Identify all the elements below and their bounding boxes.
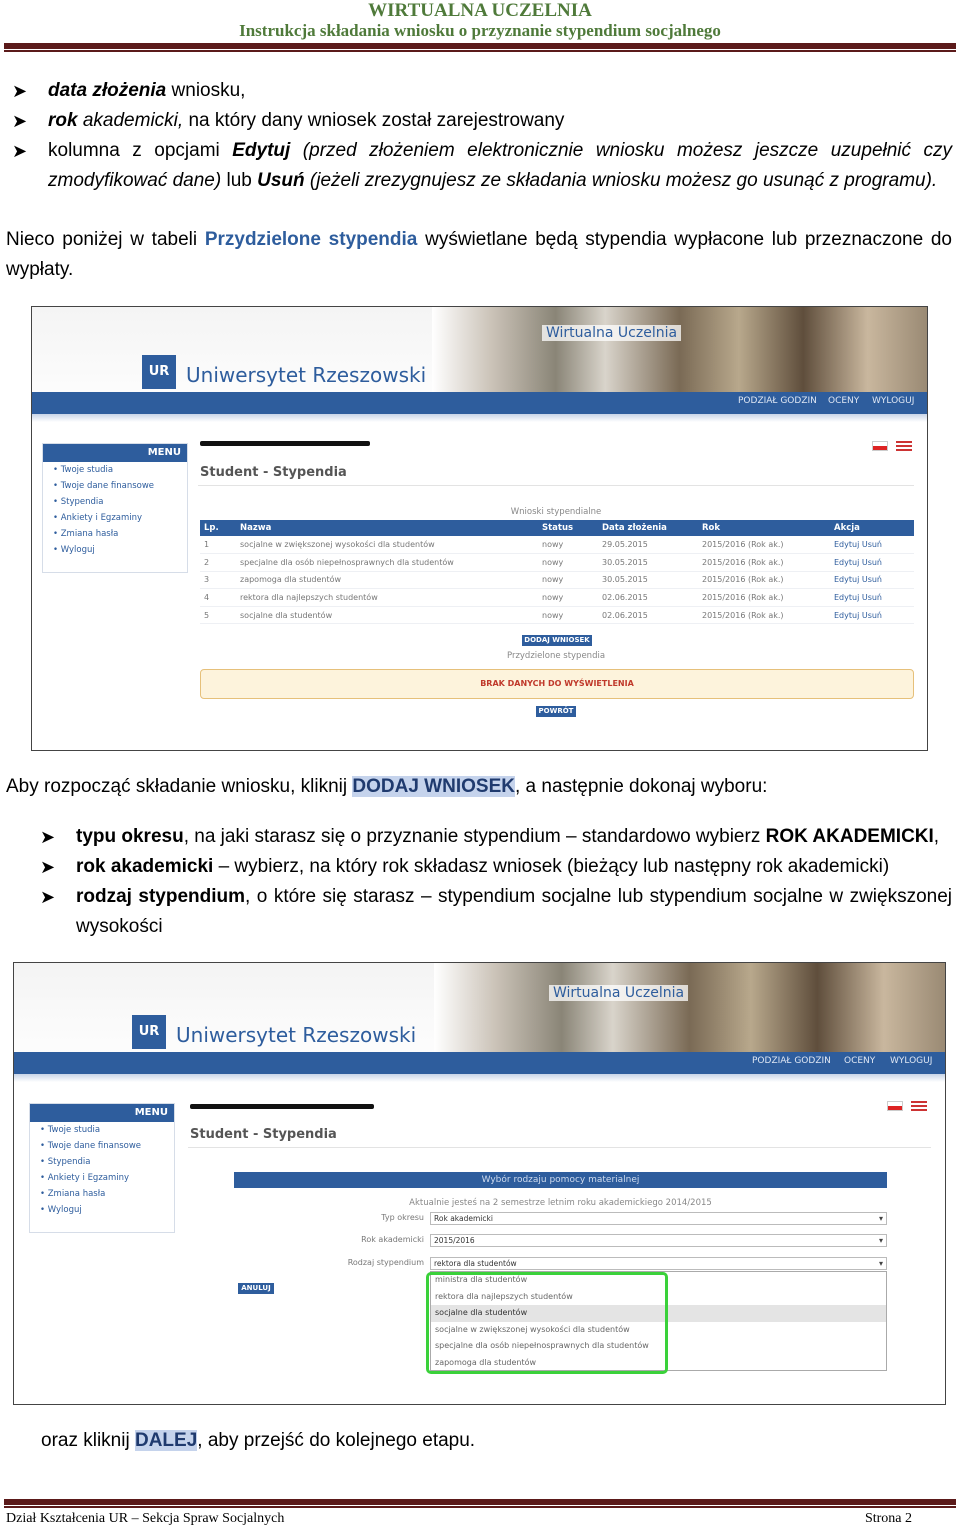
highlight-add-application: DODAJ WNIOSEK (352, 776, 515, 797)
top-nav (14, 1052, 945, 1074)
current-semester-info: Aktualnie jesteś na 2 semestrze letnim roku akademickiego 2014/2015 (409, 1198, 712, 1208)
col-action: Akcja (830, 520, 914, 536)
kind-label: Rodzaj stypendium (347, 1258, 424, 1267)
arrow-bullet-icon: ➤ (40, 857, 56, 877)
table-caption: Wnioski stypendialne (510, 507, 602, 517)
pl-flag-icon[interactable] (887, 1101, 903, 1111)
col-date: Data złożenia (598, 520, 698, 536)
menu-item-finances[interactable]: • Twoje dane finansowe (40, 1141, 142, 1151)
nav-grades[interactable]: OCENY (844, 1056, 876, 1066)
col-status: Status (538, 520, 598, 536)
screenshot-applications-list (31, 306, 928, 751)
top-nav (32, 392, 927, 414)
menu-item-logout[interactable]: • Wyloguj (40, 1205, 82, 1215)
menu-item-surveys[interactable]: • Ankiety i Egzaminy (40, 1173, 130, 1183)
nav-timetable[interactable]: PODZIAŁ GODZIN (752, 1056, 831, 1066)
page-number: Strona 2 (864, 1511, 912, 1526)
page-header (0, 0, 960, 42)
assigned-paragraph: Nieco poniżej w tabeli Przydzielone stypendia wyświetlane będą stypendia wypłacone lub przeznaczone do wypłaty. (6, 229, 953, 280)
side-menu (42, 443, 188, 573)
redacted-name (190, 1104, 374, 1109)
option-allowance[interactable]: zapomoga dla studentów (435, 1357, 537, 1367)
option-minister[interactable]: ministra dla studentów (435, 1275, 528, 1284)
edit-delete-links[interactable]: Edytuj Usuń (830, 536, 914, 554)
menu-item-surveys[interactable]: • Ankiety i Egzaminy (53, 513, 143, 523)
col-lp: Lp. (200, 520, 236, 536)
edit-delete-links[interactable]: Edytuj Usuń (830, 589, 914, 607)
bullet-kind: ➤ rodzaj stypendium, o które się starasz – stypendium socjalne lub stypendium socjalne w zwiększonej wysokości (40, 882, 952, 942)
pl-flag-icon[interactable] (872, 441, 888, 451)
table-row: 3 zapomoga dla studentów nowy 30.05.2015 2015/2016 (Rok ak.) Edytuj Usuń (200, 571, 914, 589)
nav-timetable[interactable]: PODZIAŁ GODZIN (738, 396, 817, 406)
edit-delete-links[interactable]: Edytuj Usuń (830, 554, 914, 572)
title-divider (198, 485, 914, 486)
arrow-bullet-icon: ➤ (12, 81, 28, 101)
bullet-options-column: ➤ kolumna z opcjami Edytuj (przed złożeniem elektronicznie wniosku możesz jeszcze uzupełnić czy zmodyfikować dane) lub Usuń (jeżeli zrezygnujesz ze składania wniosku możesz go usunąć z programu). (12, 136, 952, 226)
edit-delete-links[interactable]: Edytuj Usuń (830, 571, 914, 589)
table-row: 1 socjalne w zwiększonej wysokości dla studentów nowy 29.05.2015 2015/2016 (Rok ak.) Edytuj Usuń (200, 536, 914, 554)
highlight-next: DALEJ (134, 1430, 198, 1451)
screenshot-application-form (13, 962, 946, 1405)
arrow-bullet-icon: ➤ (12, 111, 28, 131)
title-divider (188, 1147, 931, 1148)
assigned-caption: Przydzielone stypendia (506, 651, 606, 661)
period-select[interactable]: Rok akademicki ▾ (430, 1212, 887, 1225)
footer-department: Dział Kształcenia UR – Sekcja Spraw Socjalnych (6, 1511, 285, 1526)
table-header (200, 520, 914, 536)
bullet-year: ➤ rok akademicki – wybierz, na który rok składasz wniosek (bieżący lub następny rok akademicki) (40, 852, 952, 882)
menu-item-logout[interactable]: • Wyloguj (53, 545, 95, 555)
edit-delete-links[interactable]: Edytuj Usuń (830, 606, 914, 624)
banner-title: Wirtualna Uczelnia (542, 325, 681, 341)
menu-item-studies[interactable]: • Twoje studia (40, 1125, 101, 1135)
option-social-increased[interactable]: socjalne w zwiększonej wysokości dla studentów (435, 1324, 630, 1334)
ur-logo-icon: UR (132, 1015, 166, 1049)
applications-table (200, 520, 914, 624)
menu-item-password[interactable]: • Zmiana hasła (40, 1189, 106, 1199)
en-flag-icon[interactable] (911, 1101, 927, 1111)
selection-highlight-frame (426, 1272, 668, 1374)
nav-logout[interactable]: WYLOGUJ (890, 1056, 933, 1066)
page-title: Student - Stypendia (190, 1127, 337, 1142)
arrow-bullet-icon: ➤ (40, 887, 56, 907)
footer-rule (4, 1499, 956, 1505)
university-name: Uniwersytet Rzeszowski (186, 363, 427, 387)
menu-item-finances[interactable]: • Twoje dane finansowe (53, 481, 155, 491)
header-subtitle: Instrukcja składania wniosku o przyznanie stypendium socjalnego (239, 21, 721, 40)
option-disabled[interactable]: specjalne dla osób niepełnosprawnych dla studentów (435, 1341, 649, 1351)
col-name: Nazwa (236, 520, 538, 536)
bullet-submission-date: ➤ data złożenia wniosku, (12, 76, 952, 106)
en-flag-icon[interactable] (896, 441, 912, 451)
arrow-bullet-icon: ➤ (40, 827, 56, 847)
add-application-button[interactable]: DODAJ WNIOSEK (522, 635, 592, 646)
nav-logout[interactable]: WYLOGUJ (872, 396, 915, 406)
university-name: Uniwersytet Rzeszowski (176, 1023, 417, 1047)
menu-item-password[interactable]: • Zmiana hasła (53, 529, 119, 539)
option-rector[interactable]: rektora dla najlepszych studentów (435, 1291, 573, 1301)
arrow-bullet-icon: ➤ (12, 141, 28, 161)
cancel-button[interactable]: ANULUJ (238, 1283, 274, 1294)
bullet-period-type: ➤ typu okresu, na jaki starasz się o przyznanie stypendium – standardowo wybierz ROK AKADEMICKI, (40, 822, 952, 852)
nav-grades[interactable]: OCENY (828, 396, 860, 406)
form-header: Wybór rodzaju pomocy materialnej (234, 1172, 887, 1188)
menu-item-scholarships[interactable]: • Stypendia (40, 1157, 91, 1167)
year-label: Rok akademicki (361, 1235, 424, 1244)
next-instruction: oraz kliknij DALEJ, aby przejść do kolejnego etapu. (41, 1430, 476, 1451)
add-instruction: Aby rozpocząć składanie wniosku, kliknij DODAJ WNIOSEK, a następnie dokonaj wyboru: (6, 776, 768, 797)
back-button[interactable]: POWRÓT (536, 706, 576, 717)
table-row: 2 specjalne dla osób niepełnosprawnych dla studentów nowy 30.05.2015 2015/2016 (Rok ak.) Edytuj Usuń (200, 554, 914, 572)
side-menu (29, 1103, 175, 1233)
menu-item-scholarships[interactable]: • Stypendia (53, 497, 104, 507)
no-data-message: BRAK DANYCH DO WYŚWIETLENIA (200, 669, 914, 699)
header-title: WIRTUALNA UCZELNIA (368, 0, 592, 21)
menu-title: MENU (43, 444, 187, 462)
col-year: Rok (698, 520, 830, 536)
period-label: Typ okresu (381, 1213, 424, 1222)
year-select[interactable]: 2015/2016 ▾ (430, 1234, 887, 1247)
ur-logo-icon: UR (142, 355, 176, 389)
header-rule (4, 43, 956, 49)
table-row: 4 rektora dla najlepszych studentów nowy 02.06.2015 2015/2016 (Rok ak.) Edytuj Usuń (200, 589, 914, 607)
page-title: Student - Stypendia (200, 465, 347, 480)
nav-shadow (32, 414, 927, 422)
nav-shadow (14, 1074, 945, 1082)
menu-item-studies[interactable]: • Twoje studia (53, 465, 114, 475)
option-social[interactable]: socjalne dla studentów (431, 1305, 886, 1322)
table-row: 5 socjalne dla studentów nowy 02.06.2015 2015/2016 (Rok ak.) Edytuj Usuń (200, 606, 914, 624)
kind-select[interactable]: rektora dla studentów ▾ (430, 1257, 887, 1270)
banner-title: Wirtualna Uczelnia (549, 985, 688, 1001)
bullet-academic-year: ➤ rok akademicki, na który dany wniosek został zarejestrowany (12, 106, 952, 136)
menu-title: MENU (30, 1104, 174, 1122)
redacted-name (200, 441, 370, 446)
